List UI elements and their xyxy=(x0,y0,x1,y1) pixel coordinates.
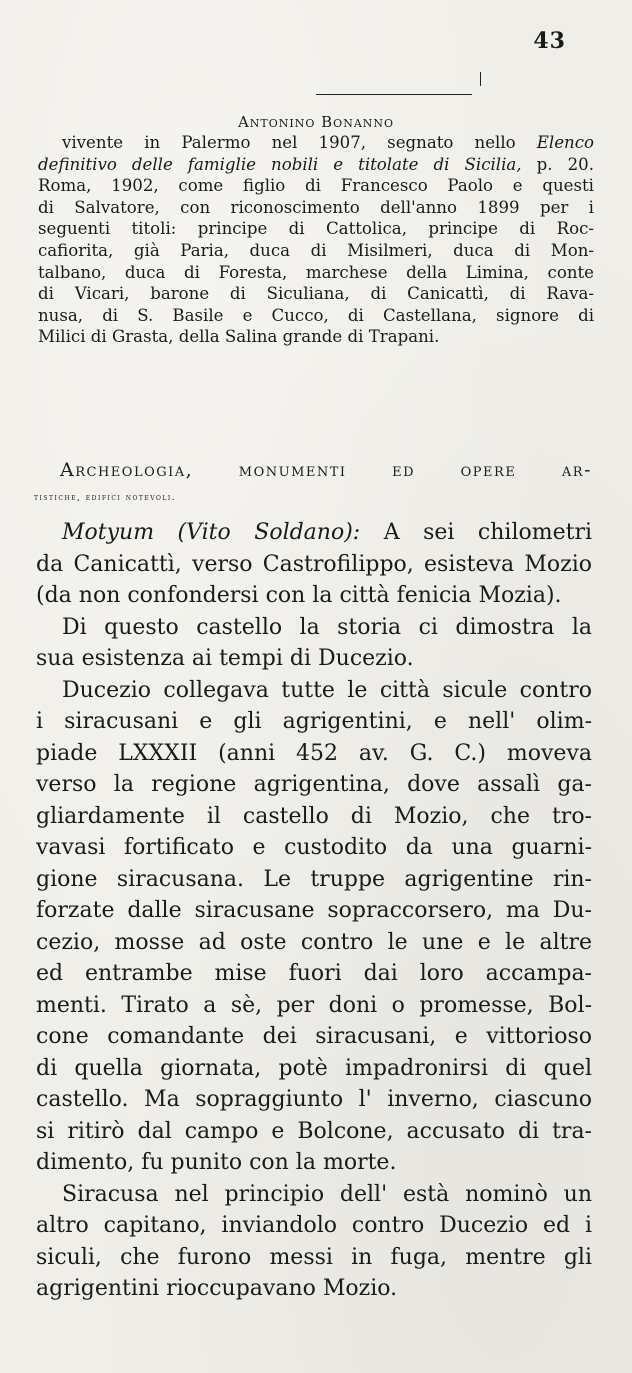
footnote-line: Milici di Grasta, della Salina grande di Trapani. xyxy=(38,327,440,347)
text-line: Motyum (Vito Soldano): A sei chilometri xyxy=(62,520,592,545)
text-line: dimento, fu punito con la morte. xyxy=(36,1150,397,1175)
text-line: (da non confondersi con la città fenicia Mozia). xyxy=(36,583,562,608)
section-heading-line: Archeologia, monumenti ed opere ar- xyxy=(60,459,592,481)
paragraph xyxy=(36,517,592,612)
text-line: Siracusa nel principio dell' està nominò un xyxy=(62,1181,592,1207)
footnote-line: seguenti titoli: principe di Cattolica, principe di Roc- xyxy=(38,219,594,239)
text-line: cezio, mosse ad oste contro le une e le altre xyxy=(36,929,592,955)
text-line: piade LXXXII (anni 452 av. G. C.) moveva xyxy=(36,740,592,766)
footnote-line: cafiorita, già Paria, duca di Misilmeri, duca di Mon- xyxy=(38,240,594,260)
paragraph xyxy=(36,675,592,1179)
text-line: Di questo castello la storia ci dimostra la xyxy=(62,614,592,640)
footnote-text xyxy=(38,132,594,348)
text-line: siculi, che furono messi in fuga, mentre gli xyxy=(36,1244,592,1270)
footnote-author-name: Antonino Bonanno xyxy=(237,113,395,131)
text-line: si ritirò dal campo e Bolcone, accusato di tra- xyxy=(36,1118,592,1144)
text-line: cone comandante dei siracusani, e vittorioso xyxy=(36,1024,592,1049)
footnote-line: vivente in Palermo nel 1907, segnato nello Elenco xyxy=(62,133,594,152)
place-name: Motyum (Vito Soldano): xyxy=(62,520,361,545)
footnote-separator-rule xyxy=(316,94,472,95)
text-line: verso la regione agrigentina, dove assalì ga- xyxy=(36,772,592,797)
section-heading xyxy=(34,456,592,512)
text-line: ed entrambe mise fuori dai loro accampa- xyxy=(36,961,592,986)
footnote-line: di Salvatore, con riconoscimento dell'anno 1899 per i xyxy=(38,197,594,217)
section-heading-line: tistiche, edifici notevoli. xyxy=(34,493,177,503)
text-line: sua esistenza ai tempi di Ducezio. xyxy=(36,646,414,671)
text-line: menti. Tirato a sè, per doni o promesse, Bol- xyxy=(36,992,592,1018)
text-line: Ducezio collegava tutte le città sicule contro xyxy=(62,677,592,703)
footnote-line: Roma, 1902, come figlio di Francesco Paolo e questi xyxy=(38,176,594,196)
footnote-line: talbano, duca di Foresta, marchese della Limina, conte xyxy=(38,262,594,282)
footnote-line: di Vicari, barone di Siculiana, di Canicattì, di Rava- xyxy=(38,284,594,304)
text-line: gliardamente il castello di Mozio, che tro- xyxy=(36,803,592,829)
text-line: di quella giornata, potè impadronirsi di quel xyxy=(36,1055,592,1081)
text-line: castello. Ma sopraggiunto l' inverno, ciascuno xyxy=(36,1087,592,1112)
page-number: 43 xyxy=(533,28,566,54)
paragraph xyxy=(36,612,592,675)
text-line: gione siracusana. Le truppe agrigentine rin- xyxy=(36,866,592,892)
text-line: forzate dalle siracusane sopraccorsero, ma Du- xyxy=(36,898,592,923)
text-line: da Canicattì, verso Castrofilippo, esisteva Mozio xyxy=(36,551,592,577)
body-text xyxy=(36,517,592,1305)
text-line: agrigentini rioccupavano Mozio. xyxy=(36,1276,398,1301)
footnote-line: nusa, di S. Basile e Cucco, di Castellana, signore di xyxy=(38,305,594,325)
paragraph xyxy=(36,1179,592,1305)
footnote-line: definitivo delle famiglie nobili e titolate di Sicilia, p. 20. xyxy=(38,154,594,174)
text-line: altro capitano, inviandolo contro Ducezio ed i xyxy=(36,1213,592,1238)
text-line: vavasi fortificato e custodito da una guarni- xyxy=(36,835,592,860)
footnote-rule-tick xyxy=(480,72,481,86)
text-line: i siracusani e gli agrigentini, e nell' olim- xyxy=(36,709,592,734)
